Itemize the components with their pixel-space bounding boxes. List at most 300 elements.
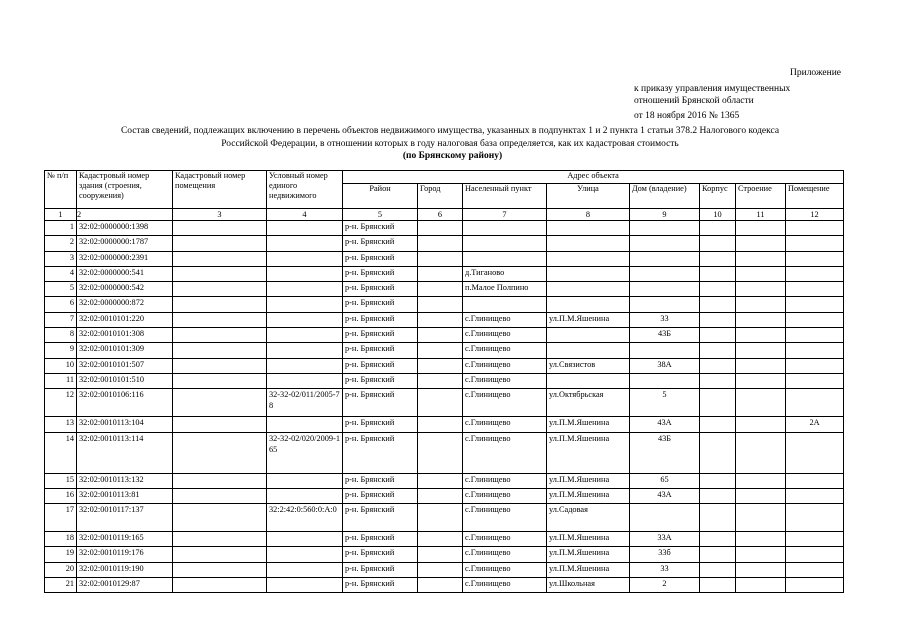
korpus <box>700 297 736 312</box>
room-number <box>173 547 267 562</box>
column-number: 2 <box>77 209 173 221</box>
conditional-number <box>267 532 343 547</box>
rayon: р-н. Брянский <box>343 532 418 547</box>
settlement: с.Глинищево <box>463 578 547 593</box>
row-number: 18 <box>45 532 77 547</box>
rayon: р-н. Брянский <box>343 562 418 577</box>
cadastral-number: 32:02:0010113:114 <box>77 432 173 473</box>
korpus <box>700 282 736 297</box>
conditional-number <box>267 358 343 373</box>
settlement: с.Глинищево <box>463 343 547 358</box>
rayon: р-н. Брянский <box>343 373 418 388</box>
order-line-2: отношений Брянской области <box>634 96 754 106</box>
street <box>547 236 630 251</box>
korpus <box>700 562 736 577</box>
settlement: с.Глинищево <box>463 417 547 432</box>
gorod <box>418 343 463 358</box>
korpus <box>700 266 736 281</box>
pomeshchenie <box>786 328 844 343</box>
header-gorod: Город <box>418 184 463 209</box>
rayon: р-н. Брянский <box>343 473 418 488</box>
column-number: 1 <box>45 209 77 221</box>
table-row <box>45 282 844 297</box>
cadastral-number: 32:02:0010119:190 <box>77 562 173 577</box>
korpus <box>700 389 736 417</box>
table-row <box>45 432 844 473</box>
cadastral-number: 32:02:0010101:510 <box>77 373 173 388</box>
korpus <box>700 578 736 593</box>
house: 2 <box>630 578 700 593</box>
rayon: р-н. Брянский <box>343 251 418 266</box>
house: 65 <box>630 473 700 488</box>
room-number <box>173 312 267 327</box>
room-number <box>173 358 267 373</box>
conditional-number <box>267 473 343 488</box>
row-number: 7 <box>45 312 77 327</box>
column-number: 5 <box>343 209 418 221</box>
settlement: д.Тиганово <box>463 266 547 281</box>
house: 43Б <box>630 432 700 473</box>
stroenie <box>736 236 786 251</box>
pomeshchenie: 2А <box>786 417 844 432</box>
cadastral-number: 32:02:0010101:220 <box>77 312 173 327</box>
house: 38А <box>630 358 700 373</box>
street <box>547 328 630 343</box>
room-number <box>173 504 267 532</box>
settlement: с.Глинищево <box>463 373 547 388</box>
property-register-table <box>44 170 844 593</box>
row-number: 16 <box>45 488 77 503</box>
conditional-number: 32-32-02/020/2009-165 <box>267 432 343 473</box>
house: 33 <box>630 312 700 327</box>
korpus <box>700 532 736 547</box>
pomeshchenie <box>786 389 844 417</box>
row-number: 15 <box>45 473 77 488</box>
gorod <box>418 504 463 532</box>
cadastral-number: 32:02:0010117:137 <box>77 504 173 532</box>
column-number: 10 <box>700 209 736 221</box>
room-number <box>173 343 267 358</box>
row-number: 20 <box>45 562 77 577</box>
house <box>630 236 700 251</box>
street: ул.П.М.Яшенина <box>547 432 630 473</box>
cadastral-number: 32:02:0010113:132 <box>77 473 173 488</box>
conditional-number <box>267 297 343 312</box>
order-line-3: от 18 ноября 2016 № 1365 <box>634 111 740 121</box>
house <box>630 266 700 281</box>
conditional-number <box>267 266 343 281</box>
table-row <box>45 358 844 373</box>
conditional-number <box>267 417 343 432</box>
conditional-number <box>267 578 343 593</box>
rayon: р-н. Брянский <box>343 236 418 251</box>
cadastral-number: 32:02:0000000:1398 <box>77 221 173 236</box>
table-row <box>45 236 844 251</box>
conditional-number <box>267 236 343 251</box>
conditional-number <box>267 488 343 503</box>
column-number-row <box>45 209 844 221</box>
cadastral-number: 32:02:0010119:176 <box>77 547 173 562</box>
pomeshchenie <box>786 488 844 503</box>
stroenie <box>736 562 786 577</box>
rayon: р-н. Брянский <box>343 328 418 343</box>
house: 43Б <box>630 328 700 343</box>
stroenie <box>736 473 786 488</box>
street: ул.Школьная <box>547 578 630 593</box>
pomeshchenie <box>786 343 844 358</box>
row-number: 12 <box>45 389 77 417</box>
stroenie <box>736 578 786 593</box>
settlement: с.Глинищево <box>463 328 547 343</box>
header-num: № п/п <box>45 171 77 209</box>
rayon: р-н. Брянский <box>343 297 418 312</box>
stroenie <box>736 282 786 297</box>
cadastral-number: 32:02:0010101:308 <box>77 328 173 343</box>
room-number <box>173 297 267 312</box>
row-number: 10 <box>45 358 77 373</box>
room-number <box>173 532 267 547</box>
header-stroenie: Строение <box>736 184 786 209</box>
korpus <box>700 504 736 532</box>
pomeshchenie <box>786 251 844 266</box>
street: ул.П.М.Яшенина <box>547 417 630 432</box>
row-number: 19 <box>45 547 77 562</box>
rayon: р-н. Брянский <box>343 266 418 281</box>
room-number <box>173 417 267 432</box>
house: 33А <box>630 532 700 547</box>
room-number <box>173 473 267 488</box>
cadastral-number: 32:02:0000000:872 <box>77 297 173 312</box>
pomeshchenie <box>786 358 844 373</box>
pomeshchenie <box>786 562 844 577</box>
korpus <box>700 373 736 388</box>
room-number <box>173 373 267 388</box>
column-number: 3 <box>173 209 267 221</box>
stroenie <box>736 312 786 327</box>
house <box>630 251 700 266</box>
korpus <box>700 328 736 343</box>
gorod <box>418 297 463 312</box>
cadastral-number: 32:02:0010129:87 <box>77 578 173 593</box>
column-number: 4 <box>267 209 343 221</box>
cadastral-number: 32:02:0010106:116 <box>77 389 173 417</box>
house <box>630 504 700 532</box>
room-number <box>173 432 267 473</box>
row-number: 1 <box>45 221 77 236</box>
row-number: 5 <box>45 282 77 297</box>
conditional-number <box>267 562 343 577</box>
gorod <box>418 266 463 281</box>
row-number: 6 <box>45 297 77 312</box>
street <box>547 297 630 312</box>
room-number <box>173 282 267 297</box>
stroenie <box>736 358 786 373</box>
street: ул.П.М.Яшенина <box>547 547 630 562</box>
pomeshchenie <box>786 432 844 473</box>
stroenie <box>736 547 786 562</box>
room-number <box>173 266 267 281</box>
room-number <box>173 578 267 593</box>
korpus <box>700 236 736 251</box>
row-number: 17 <box>45 504 77 532</box>
column-number: 8 <box>547 209 630 221</box>
rayon: р-н. Брянский <box>343 358 418 373</box>
table-row <box>45 578 844 593</box>
header-korpus: Корпус <box>700 184 736 209</box>
stroenie <box>736 343 786 358</box>
settlement: с.Глинищево <box>463 488 547 503</box>
cadastral-number: 32:02:0010113:81 <box>77 488 173 503</box>
settlement: с.Глинищево <box>463 473 547 488</box>
room-number <box>173 488 267 503</box>
stroenie <box>736 328 786 343</box>
gorod <box>418 358 463 373</box>
pomeshchenie <box>786 236 844 251</box>
korpus <box>700 488 736 503</box>
table-row <box>45 312 844 327</box>
stroenie <box>736 504 786 532</box>
conditional-number <box>267 343 343 358</box>
rayon: р-н. Брянский <box>343 389 418 417</box>
pomeshchenie <box>786 473 844 488</box>
street <box>547 251 630 266</box>
conditional-number <box>267 282 343 297</box>
row-number: 8 <box>45 328 77 343</box>
gorod <box>418 389 463 417</box>
pomeshchenie <box>786 578 844 593</box>
stroenie <box>736 251 786 266</box>
gorod <box>418 221 463 236</box>
korpus <box>700 343 736 358</box>
conditional-number: 32:2:42:0:560:0:А:0 <box>267 504 343 532</box>
rayon: р-н. Брянский <box>343 547 418 562</box>
gorod <box>418 562 463 577</box>
row-number: 11 <box>45 373 77 388</box>
rayon: р-н. Брянский <box>343 312 418 327</box>
street: ул.Связистов <box>547 358 630 373</box>
document-description: Состав сведений, подлежащих включению в перечень объектов недвижимого имущества, указанных в подпунктах 1 и 2 пункта 1 статьи 378.2 Налогового кодекса Российской Федерации, в отношении которых в году налоговая база определяется, как их кадастровая стоимость <box>120 126 780 149</box>
settlement: с.Глинищево <box>463 547 547 562</box>
street: ул.П.М.Яшенина <box>547 312 630 327</box>
table-row <box>45 488 844 503</box>
column-number: 11 <box>736 209 786 221</box>
pomeshchenie <box>786 266 844 281</box>
row-number: 13 <box>45 417 77 432</box>
settlement <box>463 236 547 251</box>
stroenie <box>736 266 786 281</box>
korpus <box>700 417 736 432</box>
table-row <box>45 547 844 562</box>
table-row <box>45 251 844 266</box>
appendix-label: Приложение <box>790 68 841 78</box>
house <box>630 297 700 312</box>
rayon: р-н. Брянский <box>343 221 418 236</box>
street: ул.П.М.Яшенина <box>547 473 630 488</box>
row-number: 4 <box>45 266 77 281</box>
gorod <box>418 578 463 593</box>
table-row <box>45 473 844 488</box>
cadastral-number: 32:02:0010101:507 <box>77 358 173 373</box>
table-row <box>45 328 844 343</box>
settlement: с.Глинищево <box>463 389 547 417</box>
header-cad-room: Кадастровый номер помещения <box>173 171 267 209</box>
pomeshchenie <box>786 312 844 327</box>
pomeshchenie <box>786 532 844 547</box>
rayon: р-н. Брянский <box>343 432 418 473</box>
gorod <box>418 547 463 562</box>
gorod <box>418 328 463 343</box>
korpus <box>700 312 736 327</box>
settlement <box>463 297 547 312</box>
korpus <box>700 221 736 236</box>
gorod <box>418 251 463 266</box>
room-number <box>173 389 267 417</box>
row-number: 2 <box>45 236 77 251</box>
street <box>547 282 630 297</box>
header-dom: Дом (владение) <box>630 184 700 209</box>
street: ул.П.М.Яшенина <box>547 488 630 503</box>
table-row <box>45 562 844 577</box>
settlement: с.Глинищево <box>463 562 547 577</box>
rayon: р-н. Брянский <box>343 488 418 503</box>
cadastral-number: 32:02:0000000:541 <box>77 266 173 281</box>
rayon: р-н. Брянский <box>343 417 418 432</box>
korpus <box>700 358 736 373</box>
street <box>547 266 630 281</box>
cadastral-number: 32:02:0000000:542 <box>77 282 173 297</box>
house: 33б <box>630 547 700 562</box>
conditional-number <box>267 547 343 562</box>
header-pomeshchenie: Помещение <box>786 184 844 209</box>
room-number <box>173 236 267 251</box>
house: 5 <box>630 389 700 417</box>
table-row <box>45 266 844 281</box>
header-ulitsa: Улица <box>547 184 630 209</box>
settlement <box>463 221 547 236</box>
cadastral-number: 32:02:0000000:2391 <box>77 251 173 266</box>
house: 33 <box>630 562 700 577</box>
street: ул.Садовая <box>547 504 630 532</box>
conditional-number: 32-32-02/011/2005-78 <box>267 389 343 417</box>
header-cond-num: Условный номер единого недвижимого <box>267 171 343 209</box>
house <box>630 282 700 297</box>
korpus <box>700 547 736 562</box>
table-row <box>45 532 844 547</box>
settlement: с.Глинищево <box>463 432 547 473</box>
table-row <box>45 373 844 388</box>
column-number: 12 <box>786 209 844 221</box>
house: 43А <box>630 488 700 503</box>
rayon: р-н. Брянский <box>343 504 418 532</box>
room-number <box>173 328 267 343</box>
room-number <box>173 221 267 236</box>
pomeshchenie <box>786 282 844 297</box>
settlement: с.Глинищево <box>463 532 547 547</box>
korpus <box>700 251 736 266</box>
header-address: Адрес объекта <box>343 171 844 184</box>
pomeshchenie <box>786 221 844 236</box>
stroenie <box>736 488 786 503</box>
settlement: с.Глинищево <box>463 312 547 327</box>
gorod <box>418 432 463 473</box>
table-row <box>45 504 844 532</box>
room-number <box>173 562 267 577</box>
conditional-number <box>267 312 343 327</box>
table-row <box>45 297 844 312</box>
gorod <box>418 236 463 251</box>
street <box>547 373 630 388</box>
cadastral-number: 32:02:0010113:104 <box>77 417 173 432</box>
street: ул.П.М.Яшенина <box>547 532 630 547</box>
column-number: 9 <box>630 209 700 221</box>
settlement: п.Малое Полпино <box>463 282 547 297</box>
room-number <box>173 251 267 266</box>
settlement: с.Глинищево <box>463 504 547 532</box>
table-row <box>45 221 844 236</box>
gorod <box>418 488 463 503</box>
table-row <box>45 389 844 417</box>
korpus <box>700 432 736 473</box>
header-cad-building: Кадастровый номер здания (строения, сооружения) <box>77 171 173 209</box>
house: 43А <box>630 417 700 432</box>
table-row <box>45 417 844 432</box>
gorod <box>418 312 463 327</box>
cadastral-number: 32:02:0000000:1787 <box>77 236 173 251</box>
stroenie <box>736 297 786 312</box>
street: ул.П.М.Яшенина <box>547 562 630 577</box>
row-number: 14 <box>45 432 77 473</box>
conditional-number <box>267 251 343 266</box>
row-number: 21 <box>45 578 77 593</box>
korpus <box>700 473 736 488</box>
pomeshchenie <box>786 373 844 388</box>
cadastral-number: 32:02:0010101:309 <box>77 343 173 358</box>
conditional-number <box>267 221 343 236</box>
gorod <box>418 473 463 488</box>
house <box>630 221 700 236</box>
header-rayon: Район <box>343 184 418 209</box>
pomeshchenie <box>786 297 844 312</box>
rayon: р-н. Брянский <box>343 578 418 593</box>
district-title: (по Брянскому району) <box>402 151 503 161</box>
order-line-1: к приказу управления имущественных <box>634 84 791 94</box>
row-number: 9 <box>45 343 77 358</box>
stroenie <box>736 432 786 473</box>
pomeshchenie <box>786 504 844 532</box>
rayon: р-н. Брянский <box>343 282 418 297</box>
stroenie <box>736 373 786 388</box>
stroenie <box>736 221 786 236</box>
street: ул.Октябрьская <box>547 389 630 417</box>
stroenie <box>736 389 786 417</box>
header-row <box>45 171 844 184</box>
stroenie <box>736 532 786 547</box>
conditional-number <box>267 328 343 343</box>
gorod <box>418 282 463 297</box>
gorod <box>418 373 463 388</box>
header-nas-punkt: Населенный пункт <box>463 184 547 209</box>
street <box>547 343 630 358</box>
house <box>630 343 700 358</box>
table-row <box>45 343 844 358</box>
conditional-number <box>267 373 343 388</box>
gorod <box>418 532 463 547</box>
street <box>547 221 630 236</box>
column-number: 7 <box>463 209 547 221</box>
stroenie <box>736 417 786 432</box>
cadastral-number: 32:02:0010119:165 <box>77 532 173 547</box>
gorod <box>418 417 463 432</box>
